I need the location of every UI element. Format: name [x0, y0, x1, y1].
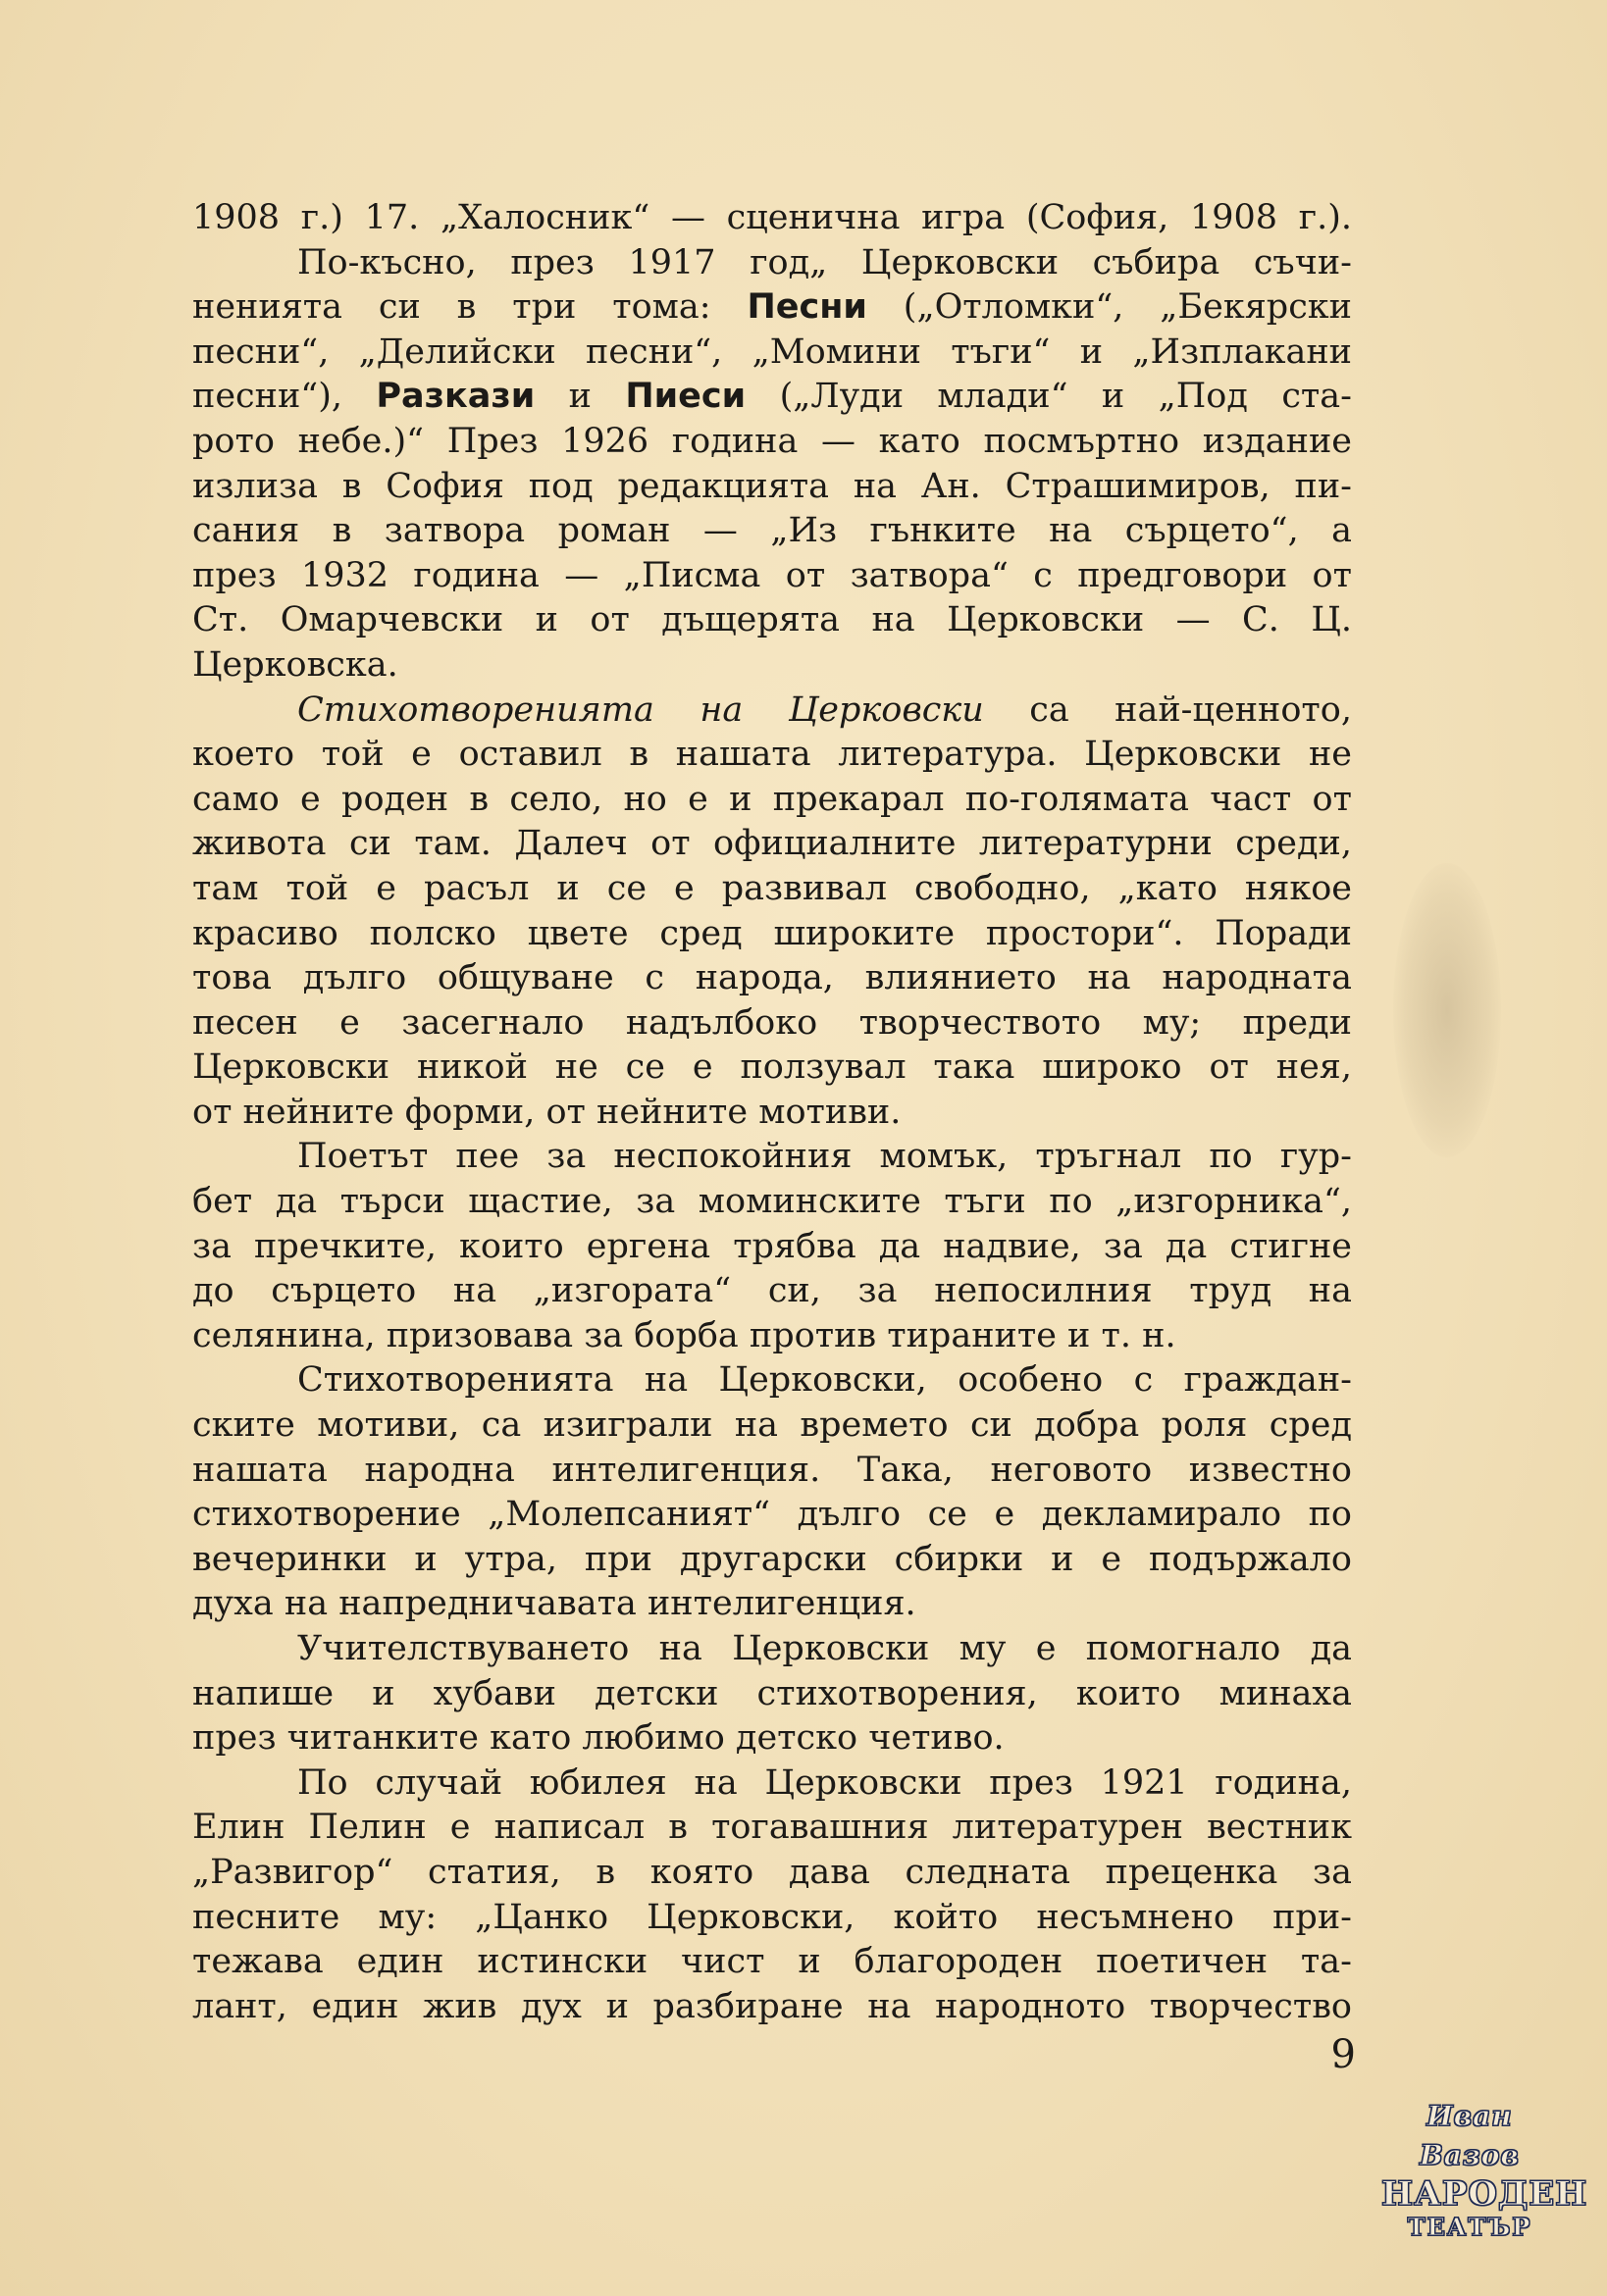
text-run: това дълго общуване с народа, влиянието на народната — [192, 958, 1352, 998]
text-run: песни“, „Делийски песни“, „Момини тъги“ и „Изплакани — [192, 332, 1352, 372]
bold-title: Песни — [747, 287, 867, 328]
text-line — [192, 1314, 1352, 1359]
text-run: бет да търси щастие, за моминските тъги по „изгорника“, — [192, 1182, 1352, 1222]
text-line — [192, 554, 1352, 599]
italic-phrase: Стихотворенията на Церковски — [297, 689, 984, 730]
text-line — [192, 689, 1352, 734]
page-number: 9 — [1330, 2032, 1356, 2077]
text-run: нашата народна интелигенция. Така, неговото известно — [192, 1450, 1352, 1490]
stamp-signature: Иван Вазов — [1420, 2100, 1520, 2171]
text-line — [192, 331, 1352, 376]
text-line — [192, 1761, 1352, 1807]
text-line — [192, 1403, 1352, 1449]
text-run: напише и хубави детски стихотворения, които минаха — [192, 1673, 1352, 1713]
text-line — [192, 1269, 1352, 1314]
text-line — [192, 778, 1352, 823]
text-line — [192, 867, 1352, 912]
text-run: тежава един истински чист и благороден поетичен та- — [192, 1942, 1352, 1982]
text-run: песни“), — [192, 377, 377, 417]
bold-title: Пиеси — [625, 377, 747, 417]
text-line — [192, 1627, 1352, 1672]
text-run: красиво полско цвете сред широките простори“. Поради — [192, 913, 1352, 953]
text-line — [192, 822, 1352, 867]
text-line — [192, 285, 1352, 331]
text-run: лант, един жив дух и разбиране на народното творчество — [192, 1986, 1352, 2026]
text-run: („Луди млади“ и „Под ста- — [746, 377, 1352, 417]
text-line — [192, 956, 1352, 1001]
body-text — [192, 196, 1352, 2029]
bold-title: Разкази — [376, 377, 536, 417]
text-line — [192, 1135, 1352, 1180]
text-run: от нейните форми, от нейните мотиви. — [192, 1092, 902, 1132]
text-run: което той е оставил в нашата литература. Церковски не — [192, 735, 1352, 775]
text-line — [192, 1493, 1352, 1538]
text-run: са най-ценното, — [983, 689, 1352, 730]
text-line — [192, 196, 1352, 241]
text-line — [192, 241, 1352, 286]
text-run: По случай юбилея на Церковски през 1921 година, — [297, 1762, 1352, 1803]
text-run: („Отломки“, „Бекярски — [866, 287, 1352, 328]
text-line — [192, 1851, 1352, 1896]
text-run: и — [535, 377, 626, 417]
text-run: Поетът пее за неспокойния момък, тръгнал по гур- — [297, 1137, 1352, 1177]
text-line — [192, 1449, 1352, 1494]
text-run: вечеринки и утра, при другарски сбирки и е подържало — [192, 1539, 1352, 1579]
text-run: през 1932 година — „Писма от затвора“ с предговори от — [192, 555, 1352, 595]
text-line — [192, 598, 1352, 643]
text-run: ненията си в три тома: — [192, 287, 748, 328]
text-line — [192, 1716, 1352, 1761]
stamp-line-2: ТЕАТЪР — [1407, 2213, 1532, 2241]
text-line — [192, 1896, 1352, 1941]
text-run: за пречките, които ергена трябва да надвие, за да стигне — [192, 1226, 1352, 1266]
text-line — [192, 643, 1352, 689]
text-line — [192, 1672, 1352, 1717]
stamp-line-1: НАРОДЕН — [1381, 2174, 1588, 2214]
text-run: По-късно, през 1917 год„ Церковски събира съчи- — [297, 242, 1352, 282]
text-run: 1908 г.) 17. „Халосник“ — сценична игра (София, 1908 г.). — [192, 198, 1352, 237]
text-line — [192, 1091, 1352, 1136]
text-line — [192, 912, 1352, 957]
text-run: духа на напредничавата интелигенция. — [192, 1584, 916, 1624]
paper-stain — [1393, 863, 1501, 1157]
text-run: сания в затвора роман — „Из гънките на сърцето“, а — [192, 511, 1352, 551]
text-run: Церковска. — [192, 644, 398, 685]
text-line — [192, 1538, 1352, 1583]
text-line — [192, 1358, 1352, 1403]
text-line — [192, 1046, 1352, 1091]
text-line — [192, 509, 1352, 554]
text-line — [192, 420, 1352, 465]
text-line — [192, 1225, 1352, 1270]
text-run: ските мотиви, са изиграли на времето си добра роля сред — [192, 1405, 1352, 1446]
text-run: стихотворение „Молепсаният“ дълго се е декламирало по — [192, 1495, 1352, 1535]
text-run: песен е засегнало надълбоко творчеството му; преди — [192, 1002, 1352, 1043]
text-run: Церковски никой не се е ползувал така широко от нея, — [192, 1047, 1352, 1088]
text-line — [192, 733, 1352, 778]
text-run: там той е расъл и се е развивал свободно, „като някое — [192, 868, 1352, 908]
text-line — [192, 465, 1352, 510]
text-run: само е роден в село, но е и прекарал по-голямата част от — [192, 779, 1352, 819]
text-run: живота си там. Далеч от официалните литературни среди, — [192, 824, 1352, 864]
text-run: рото небе.)“ През 1926 година — като посмъртно издание — [192, 421, 1352, 461]
text-line — [192, 1940, 1352, 1985]
text-run: селянина, призовава за борба против тираните и т. н. — [192, 1315, 1176, 1355]
text-run: Елин Пелин е написал в тогавашния литературен вестник — [192, 1808, 1352, 1848]
text-run: песните му: „Цанко Церковски, който несъмнено при- — [192, 1897, 1352, 1937]
text-run: Ст. Омарчевски и от дъщерята на Церковски — С. Ц. — [192, 600, 1352, 640]
text-run: до сърцето на „изгората“ си, за непосилния труд на — [192, 1271, 1352, 1311]
text-run: Учителствуването на Церковски му е помогнало да — [297, 1629, 1352, 1668]
text-line — [192, 1806, 1352, 1851]
text-run: през читанките като любимо детско четиво. — [192, 1718, 1005, 1759]
text-line — [192, 1582, 1352, 1627]
text-line — [192, 1180, 1352, 1225]
text-line — [192, 375, 1352, 420]
text-run: излиза в София под редакцията на Ан. Страшимиров, пи- — [192, 466, 1352, 506]
text-line — [192, 1001, 1352, 1046]
text-line — [192, 1985, 1352, 2030]
text-run: „Развигор“ статия, в която дава следната преценка за — [192, 1852, 1352, 1892]
national-theatre-stamp-logo — [1381, 2097, 1588, 2241]
text-run: Стихотворенията на Церковски, особено с граждан- — [297, 1360, 1352, 1401]
